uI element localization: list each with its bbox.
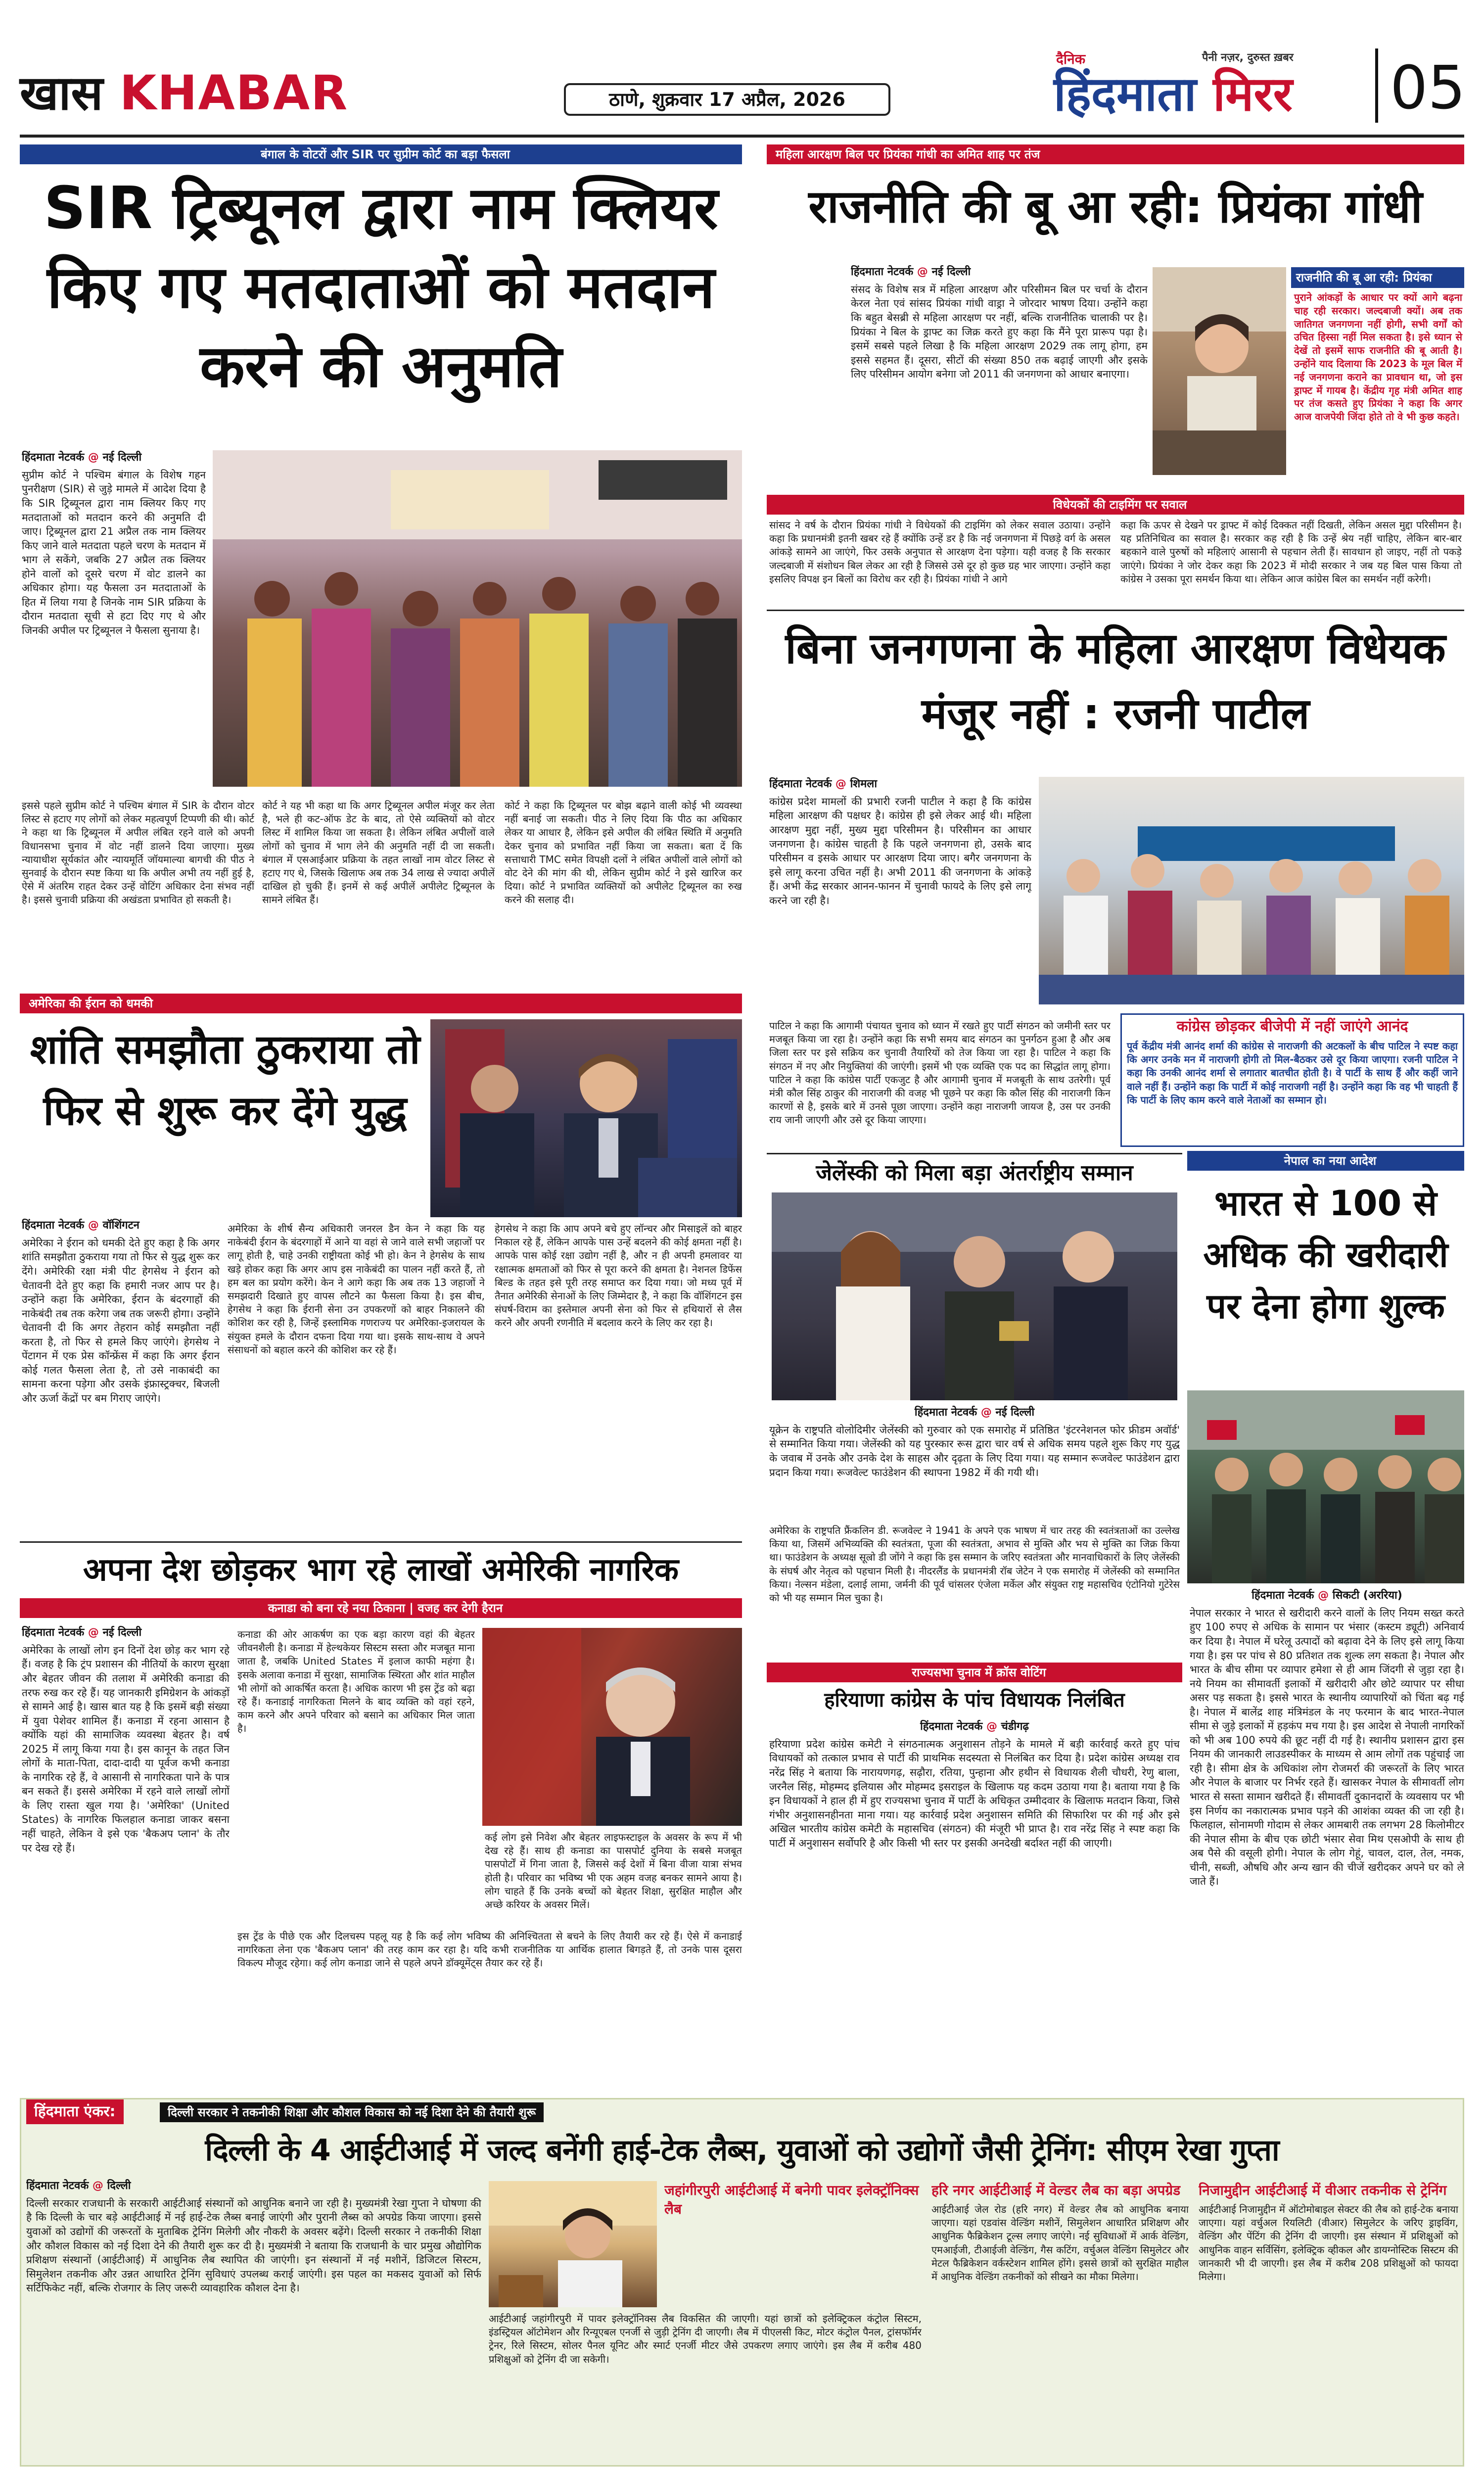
rajni-caption-title: कांग्रेस छोड़कर बीजेपी में नहीं जाएंगे आनंद: [1176, 1018, 1408, 1035]
rajni-photo: [1039, 777, 1464, 1004]
zelensky-photo-illustration: [772, 1192, 1177, 1400]
priyanka-caption-box: [1291, 267, 1464, 480]
rajni-caption-box: [1120, 1013, 1464, 1147]
priyanka-body: संसद के विशेष सत्र में महिला आरक्षण और परिसीमन बिल पर चर्चा के दौरान केरल नेता एवं सांसद प्रियंका गांधी वाड्रा ने जोरदार भाषण दिया। उन्होंने कहा कि बहुत बेसब्री से महिला आरक्षण पर नहीं, बल्कि राजनीतिक चालाकी पर है। प्रियंका ने बिल के ड्राफ्ट का जिक्र करते हुए कहा कि मैंने पूरा प्रारूप पढ़ा है। इसमें सबसे पहले लिखा है कि महिला आरक्षण 2029 तक लागू होगा, हम इससे सहमत हैं। दूसरा, सीटों की संख्या 850 तक बढ़ाई जाएगी और इसके लिए परिसीमन आयोग बनेगा जो 2011 की जनगणना को आधार बनाएगा।: [851, 283, 1148, 381]
iran-strip: अमेरिका की ईरान को धमकी: [20, 994, 742, 1013]
usa-strip: कनाडा को बना रहे नया ठिकाना | वजह कर देगी हैरान: [20, 1598, 742, 1618]
nepal-body-col: [1190, 1588, 1464, 2088]
zelensky-body: यूक्रेन के राष्ट्रपति वोलोदिमीर जेलेंस्की को गुरुवार को एक समारोह में प्रतिष्ठित 'इंटरनेशनल फोर फ्रीडम अवॉर्ड' से सम्मानित किया गया। जेलेंस्की को यह पुरस्कार रूस द्वारा चार वर्ष से अधिक समय पहले शुरू किए गए युद्ध के जवाब में उनके और उनके देश के साहस और दृढ़ता के लिए दिया गया। यह सम्मान रूजवेल्ट फाउंडेशन द्वारा प्रदान किया गया। रूजवेल्ट फाउंडेशन की स्थापना 1982 में की गयी थी।: [769, 1424, 1180, 1478]
masthead-divider: [1375, 48, 1378, 123]
usa-col4: इस ट्रेंड के पीछे एक और दिलचस्प पहलू यह है कि कई लोग भविष्य की अनिश्चितता से बचने के लिए तैयारी कर रहे हैं। ऐसे में कनाडाई नागरिकता लेना एक 'बैकअप प्लान' की तरह काम कर रहा है। यदि कभी राजनीतिक या आर्थिक हालात बिगड़ते हैं, तो उनके पास दूसरा विकल्प मौजूद रहेगा। कई लोग कनाडा जाने से पहले अपने डॉक्यूमेंट्स तैयार कर रहे हैं।: [237, 1930, 742, 1969]
nepal-headline: भारत से 100 से अधिक की खरीदारी पर देना होगा शुल्क: [1203, 1183, 1448, 1327]
usa-col1: [22, 1625, 230, 2088]
haryana-body-col: [769, 1719, 1180, 2088]
brand-tagline: पैनी नज़र, दुरुस्त ख़बर: [1202, 51, 1294, 64]
iran-byline: हिंदमाता नेटवर्क @ वॉशिंगटन: [22, 1219, 139, 1232]
zelensky-headline: जेलेंस्की को मिला बड़ा अंतर्राष्ट्रीय सम्मान: [816, 1160, 1133, 1186]
sir-byline: हिंदमाता नेटवर्क @ नई दिल्ली: [22, 451, 142, 464]
usa-headline: अपना देश छोड़कर भाग रहे लाखों अमेरिकी नागरिक: [83, 1552, 679, 1588]
sir-photo-illustration: [213, 450, 742, 787]
sir-col2: कोर्ट ने यह भी कहा था कि अगर ट्रिब्यूनल अपील मंजूर कर लेता है, भले ही कट-ऑफ डेट के बाद, तो ऐसे व्यक्तियों को वोटर लिस्ट में शामिल किया जा सकता है। लेकिन लंबित अपीलों वाले लोगों को चुनाव में भाग लेने की अनुमति नहीं दी जा सकती। बंगाल में एसआईआर प्रक्रिया के तहत लाखों नाम वोटर लिस्ट से हटाए गए थे, जिसके खिलाफ अब तक 34 लाख से ज्यादा अपीलें दाखिल हो चुकी हैं। इनमें से कई अपीलें अपीलेट ट्रिब्यूनल के सामने लंबित हैं।: [262, 800, 495, 906]
priyanka-caption-title: राजनीति की बू आ रही: प्रियंका: [1291, 267, 1464, 288]
brand-small: दैनिक: [1056, 51, 1086, 67]
zelensky-body-col: [769, 1405, 1180, 1522]
haryana-strip: राज्यसभा चुनाव में क्रॉस वोटिंग: [767, 1663, 1182, 1682]
rajni-rule: [767, 610, 1464, 611]
anchor-body-col: [26, 2179, 481, 2463]
sir-headline: SIR ट्रिब्यूनल द्वारा नाम क्लियर किए गए मतदाताओं को मतदान करने की अनुमति: [44, 174, 718, 400]
iran-headline: शांति समझौता ठुकराया तो फिर से शुरू कर देंगे युद्ध: [30, 1026, 420, 1135]
rajni-body-col: [769, 777, 1031, 1009]
priyanka-strip: महिला आरक्षण बिल पर प्रियंका गांधी का अमित शाह पर तंज: [767, 144, 1464, 164]
haryana-byline: हिंदमाता नेटवर्क @ चंडीगढ़: [920, 1720, 1029, 1733]
priyanka-photo: [1153, 267, 1286, 475]
iran-col1: [22, 1218, 220, 1535]
anchor-box-3-body: आईटीआई निजामुद्दीन में ऑटोमोबाइल सेक्टर की लैब को हाई-टेक बनाया जाएगा। यहां वर्चुअल रियलिटी (वीआर) सिमुलेटर के जरिए ड्राइविंग, वेल्डिंग और पेंटिंग की ट्रेनिंग दी जाएगी। इस संस्थान में प्रशिक्षुओं को आधुनिक वाहन सर्विसिंग, इलेक्ट्रिक व्हीकल और डायग्नोस्टिक सिस्टम की जानकारी भी दी जाएगी। इस लैब में करीब 208 प्रशिक्षुओं को फायदा मिलेगा।: [1199, 2203, 1458, 2283]
priyanka-headline: राजनीति की बू आ रही: प्रियंका गांधी: [808, 180, 1423, 233]
priyanka-body-col: [851, 265, 1148, 482]
anchor-box-2-body: आईटीआई जेल रोड (हरि नगर) में वेल्डर लैब को आधुनिक बनाया जाएगा। यहां एडवांस वेल्डिंग मशीनें, सिमुलेशन आधारित प्रशिक्षण और आधुनिक फैब्रिकेशन टूल्स लगाए जाएंगे। नई सुविधाओं में आर्क वेल्डिंग, एमआईजी, टीआईजी वेल्डिंग, गैस कटिंग, वर्चुअल वेल्डिंग सिमुलेटर और मेटल फैब्रिकेशन वर्कस्टेशन शामिल होंगे। इससे छात्रों को सुरक्षित माहौल में आधुनिक वेल्डिंग तकनीकों को सीखने का मौका मिलेगा।: [931, 2203, 1189, 2283]
anchor-box-3-title: निजामुद्दीन आईटीआई में वीआर तकनीक से ट्रेनिंग: [1199, 2182, 1447, 2198]
anchor-box-1-body: आईटीआई जहांगीरपुरी में पावर इलेक्ट्रॉनिक्स लैब विकसित की जाएगी। यहां छात्रों को इलेक्ट्रिकल कंट्रोल सिस्टम, इंडस्ट्रियल ऑटोमेशन और रिन्यूएबल एनर्जी से जुड़ी ट्रेनिंग दी जाएगी। लैब में पीएलसी किट, मोटर कंट्रोल पैनल, ट्रांसफॉर्मर ट्रेनर, रिले सिस्टम, सोलर पैनल यूनिट और स्मार्ट एनर्जी मीटर जैसे उपकरण लगाए जाएंगे। इस लैब में करीब 480 प्रशिक्षुओं को ट्रेनिंग दी जा सकेगी।: [489, 2313, 922, 2365]
priyanka-byline: हिंदमाता नेटवर्क @ नई दिल्ली: [851, 266, 971, 278]
sir-col1b: इससे पहले सुप्रीम कोर्ट ने पश्चिम बंगाल में SIR के दौरान वोटर लिस्ट से हटाए गए लोगों को लेकर महत्वपूर्ण टिप्पणी की थी। कोर्ट ने कहा था कि ट्रिब्यूनल में अपील लंबित रहने वाले को अपनी विधानसभा चुनाव में वोट नहीं डालने दिया जाएगा। मुख्य न्यायाधीश सूर्यकांत और न्यायमूर्ति जॉयमाल्या बागची की पीठ ने सुनवाई के दौरान स्पष्ट किया था कि अपील अभी तय नहीं हुई है, ऐसे में अंतरिम राहत देकर उन्हें वोटिंग अधिकार देना संभव नहीं है। इससे चुनावी प्रक्रिया की अखंडता प्रभावित हो सकती है।: [22, 800, 254, 906]
anchor-photo-illustration: [489, 2181, 657, 2307]
haryana-body: हरियाणा प्रदेश कांग्रेस कमेटी ने संगठनात्मक अनुशासन तोड़ने के मामले में बड़ी कार्रवाई करते हुए पांच विधायकों को तत्काल प्रभाव से पार्टी की प्राथमिक सदस्यता से निलंबित कर दिया है। प्रदेश कांग्रेस अध्यक्ष राव नरेंद्र सिंह ने बताया कि नारायणगढ़, सढ़ौरा, रतिया, पुन्हाना और हथीन से विधायक शैली चौधरी, रेणु बाला, जरनैल सिंह, मोहम्मद इलियास और मोहम्मद इसराइल के खिलाफ यह कदम उठाया गया है। बताया गया है कि इन विधायकों ने हाल ही में हुए राज्यसभा चुनाव में पार्टी के अधिकृत उम्मीदवार के खिलाफ मतदान किया, जिसे गंभीर अनुशासनहीनता माना गया। यह कार्रवाई प्रदेश अनुशासन समिति की सिफारिश पर की गई और इसे अखिल भारतीय कांग्रेस कमेटी के महासचिव (संगठन) की मंजूरी भी प्राप्त है। राव नरेंद्र सिंह ने स्पष्ट कहा कि पार्टी में अनुशासन सर्वोपरि है और किसी भी स्तर पर इसकी अनदेखी बर्दाश्त नहीं की जाएगी।: [769, 1738, 1180, 1849]
zelensky-rule: [767, 1153, 1182, 1154]
iran-body-1: अमेरिका ने ईरान को धमकी देते हुए कहा है कि अगर शांति समझौता ठुकराया गया तो फिर से युद्ध शुरू कर देंगे। अमेरिकी रक्षा मंत्री पीट हेगसेथ ने ईरान को चेतावनी देते हुए कहा कि हमारी नजर आप पर है। उन्होंने कहा कि अमेरिका, ईरान के बंदरगाहों की नाकेबंदी तब तक करेगा जब तक जरूरी होगा। उन्होंने चेतावनी दी कि अगर तेहरान कोई समझौता नहीं करता है, तो फिर से हमले किए जाएंगे। हेगसेथ ने पेंटागन में एक प्रेस कॉन्फ्रेंस में कहा कि अगर ईरान कोई गलत फैसला लेता है, तो उसे नाकाबंदी का सामना करना पड़ेगा और उसके इंफ्रास्ट्रक्चर, बिजली और ऊर्जा केंद्रों पर बम गिराए जाएंगे।: [22, 1237, 220, 1404]
sir-col3: कोर्ट ने कहा कि ट्रिब्यूनल पर बोझ बढ़ाने वाली कोई भी व्यवस्था नहीं बनाई जा सकती। पीठ ने लिए दिया कि पीठ का अधिकार लेकर या आधार है, लेकिन इसे अपील की लंबित स्थिति में अनुमति देकर चुनाव को प्रभावित नहीं किया जा सकता। बता दें कि सत्ताधारी TMC समेत विपक्षी दलों ने लंबित अपीलों वाले लोगों को वोट देने की मांग की थी, लेकिन सुप्रीम कोर्ट ने इसे खारिज कर दिया। कोर्ट ने प्रभावित व्यक्तियों को अपीलेट ट्रिब्यूनल का रुख करने की सलाह दी।: [505, 800, 742, 906]
timing-col2: कहा कि ऊपर से देखने पर ड्राफ्ट में कोई दिक्कत नहीं दिखती, लेकिन असल मुद्दा परिसीमन है। यह प्रतिनिधित्व का सवाल है। सरकार कह रही है कि उन्हें श्रेय नहीं चाहिए, लेकिन बार-बार बहकाने वाले पुरुषों को महिलाएं आसानी से पहचान लेती हैं। सावधान हो जाइए, नहीं तो पकड़े जाएंगे। प्रियंका ने जोर देकर कहा कि 2023 में मोदी सरकार ने जब यह बिल पास किया तो कांग्रेस ने उसका पूरा समर्थन किया था। लेकिन आज कांग्रेस बिल का समर्थन नहीं करेगी।: [1120, 519, 1462, 585]
brand-accent: मिरर: [1213, 66, 1293, 122]
anchor-headline: दिल्ली के 4 आईटीआई में जल्द बनेंगी हाई-टेक लैब्स, युवाओं को उद्योगों जैसी ट्रेनिंग: सीएम रेखा गुप्ता: [205, 2133, 1279, 2168]
anchor-box-1-title: जहांगीरपुरी आईटीआई में बनेगी पावर इलेक्ट्रॉनिक्स लैब: [664, 2182, 919, 2217]
usa-body-1: अमेरिका के लाखों लोग इन दिनों देश छोड़ कर भाग रहे हैं। वजह है कि ट्रंप प्रशासन की नीतियों के कारण सुरक्षा और बेहतर जीवन की तलाश में अमेरिकी कनाडा की तरफ रुख कर रहे हैं। यह जानकारी इमिग्रेशन के आंकड़ों से सामने आई है। खास बात यह है कि इसमें बड़ी संख्या में युवा पेशेवर शामिल हैं। कनाडा में रहना आसान है क्योंकि यहां की सामाजिक व्यवस्था बेहतर है। वर्ष 2025 में लागू किया गया है। इस कानून के तहत जिन लोगों के माता-पिता, दादा-दादी या पूर्वज कभी कनाडा के नागरिक रहे हैं, वे आसानी से नागरिकता पाने के पात्र बन सकते हैं। इससे अमेरिका में रहने वाले लाखों लोगों के लिए रास्ता खुल गया है। 'अमेरिका' (United States) के नागरिक फिलहाल कनाडा जाकर बसना नहीं चाहते, लेकिन वे इसे एक 'बैकअप प्लान' के तौर पर देख रहे हैं।: [22, 1644, 230, 1854]
usa-photo: [482, 1628, 742, 1826]
timing-strip: विधेयकों की टाइमिंग पर सवाल: [767, 495, 1464, 515]
haryana-headline: हरियाणा कांग्रेस के पांच विधायक निलंबित: [824, 1689, 1125, 1712]
anchor-box-2: [931, 2181, 1189, 2463]
anchor-section: [20, 2098, 1464, 2467]
zelensky-photo: [772, 1192, 1177, 1400]
nepal-strip: नेपाल का नया आदेश: [1187, 1151, 1464, 1171]
iran-col3: हेगसेथ ने कहा कि आप अपने बचे हुए लॉन्चर और मिसाइलें को बाहर निकाल रहे हैं, लेकिन आपके पास उन्हें बदलने की कोई क्षमता नहीं है। आपके पास कोई रक्षा उद्योग नहीं है, और न ही अपनी हमलावर या रक्षात्मक क्षमताओं को फिर से पूरा करने की क्षमता है। नेशनल डिफेंस बिल्ड के तहत इसे पूरी तरह समाप्त कर दिया गया। जो मध्य पूर्व में तैनात अमेरिकी सेनाओं के लिए जिम्मेदार है, ने कहा कि वॉशिंगटन इस संघर्ष-विराम का इस्तेमाल अपनी सेना को फिर से हथियारों से लैस करने और अपनी रणनीति में बदलाव करने के लिए कर रहा है।: [495, 1223, 742, 1329]
rajni-body-2: पाटिल ने कहा कि आगामी पंचायत चुनाव को ध्यान में रखते हुए पार्टी संगठन को जमीनी स्तर पर मजबूत किया जा रहा है। उन्होंने कहा कि सभी समय बाद संगठन का पुनर्गठन हुआ है और अब जिला स्तर पर इसे सक्रिय कर चुनावी तैयारियों को तेज किया जा रहा है। पाटिल ने कहा कि संगठन में नए और नियुक्तियां की जाएंगी। इसमें भी एक व्यक्ति एक पद का सिद्धांत लागू होगा। पाटिल ने कहा कि कांग्रेस पार्टी एकजुट है और आगामी चुनाव में मजबूती के साथ उतरेगी। पूर्व मंत्री कौल सिंह ठाकुर की नाराजगी की वजह भी पूछने पर कहा कि कौल सिंह की नाराजगी किन कारणों से है, इसके बारे में उनसे पूछा जाएगा। उन्होंने कहा नाराजगी जायज है, उस पर उनकी राय जानी जाएगी और उसे दूर किया जाएगा।: [769, 1020, 1111, 1126]
anchor-label: हिंदमाता एंकर:: [26, 2099, 124, 2124]
anchor-body: दिल्ली सरकार राजधानी के सरकारी आईटीआई संस्थानों को आधुनिक बनाने जा रही है। मुख्यमंत्री रेखा गुप्ता ने घोषणा की है कि दिल्ली के चार बड़े आईटीआई में नई हाई-टेक लैब्स बनाई जाएंगी और पुरानी लैब्स को अपग्रेड किया जाएगा। इससे युवाओं को उद्योगों की जरूरतों के मुताबिक ट्रेनिंग मिलेगी और नौकरी के अवसर बढ़ेंगे। दिल्ली सरकार ने तकनीकी शिक्षा और कौशल विकास को नई दिशा देने की तैयारी शुरू कर दी है। मुख्यमंत्री ने बताया कि राजधानी के चार प्रमुख औद्योगिक प्रशिक्षण संस्थानों (आईटीआई) में आधुनिक लैब स्थापित की जाएंगी। इन संस्थानों में नई मशीनें, डिजिटल सिस्टम, सिमुलेशन तकनीक और उन्नत आधारित ट्रेनिंग सुविधाएं उपलब्ध कराई जाएंगी। इस पहल का मकसद युवाओं को सिर्फ सर्टिफिकेट नहीं, बल्कि रोजगार के लिए जरूरी व्यावहारिक कौशल देना है।: [26, 2197, 481, 2294]
issue-date: ठाणे, शुक्रवार 17 अप्रैल, 2026: [609, 89, 845, 110]
iran-photo: [430, 1019, 742, 1217]
brand-name: हिंदमाता: [1054, 66, 1197, 122]
zelensky-byline: हिंदमाता नेटवर्क @ नई दिल्ली: [914, 1406, 1035, 1419]
rajni-caption: पूर्व केंद्रीय मंत्री आनंद शर्मा की कांग्रेस से नाराजगी की अटकलों के बीच पाटिल ने स्पष्ट कहा कि अगर उनके मन में नाराजगी होगी तो मिल-बैठकर उसे दूर किया जाएगा। रजनी पाटिल ने कहा कि उनकी आनंद शर्मा से लगातार बातचीत होती है। वे पार्टी के साथ हैं और कहीं जाने वाले नहीं हैं। उन्होंने कहा कि पार्टी में कोई नाराजगी नहीं है। उन्होंने कहा कि वह भी चाहती हैं कि पार्टी के लिए काम करने वाले नेताओं का सम्मान हो।: [1127, 1040, 1458, 1106]
timing-col1: सांसद ने वर्ष के दौरान प्रियंका गांधी ने विधेयकों की टाइमिंग को लेकर सवाल उठाया। उन्होंने कहा कि प्रधानमंत्री इतनी खबर रहे हैं क्योंकि उन्हें डर है कि नई जनगणना में पिछड़े वर्ग के असल आंकड़े सामने आ जाएंगे, फिर उसके अनुपात से आरक्षण देना पड़ेगा। यही वजह है कि सरकार जल्दबाजी में संशोधन बिल लेकर आ रही है जिससे उसे दूर हो कुछ ग्रह भार जाएगा। उन्होंने कहा इसलिए विपक्ष इन बिलों का विरोध कर रही है। प्रियंका गांधी ने आगे: [769, 519, 1111, 585]
masthead-rule: [20, 135, 1464, 138]
usa-rule: [20, 1541, 742, 1543]
anchor-photo: [489, 2181, 657, 2307]
sir-strip: बंगाल के वोटरों और SIR पर सुप्रीम कोर्ट का बड़ा फैसला: [20, 144, 742, 164]
nepal-photo-illustration: [1187, 1390, 1464, 1583]
anchor-strip-text: दिल्ली सरकार ने तकनीकी शिक्षा और कौशल विकास को नई दिशा देने की तैयारी शुरू: [160, 2102, 544, 2122]
usa-photo-illustration: [482, 1628, 742, 1826]
sir-col1: [22, 450, 206, 797]
issue-date-box: [564, 83, 890, 116]
usa-col2: कनाडा की ओर आकर्षण का एक बड़ा कारण वहां की बेहतर जीवनशैली है। कनाडा में हेल्थकेयर सिस्टम सस्ता और मजबूत माना जाता है, जबकि United States में इलाज काफी महंगा है। इसके अलावा कनाडा में सुरक्षा, सामाजिक स्थिरता और शांत माहौल भी लोगों को आकर्षित करता है। अधिक कारण भी इस ट्रेंड को बढ़ा रहे हैं। कनाडाई नागरिकता मिलने के बाद व्यक्ति को वहां रहने, काम करने और अपने परिवार को बसाने का अधिकार मिल जाता है।: [237, 1628, 475, 1735]
rajni-body: कांग्रेस प्रदेश मामलों की प्रभारी रजनी पाटील ने कहा है कि कांग्रेस महिला आरक्षण की पक्षधर है। कांग्रेस ही इसे लेकर आई थी। महिला आरक्षण मुद्दा नहीं, मुख्य मुद्दा परिसीमन है। परिसीमन का आधार जनगणना है। कांग्रेस चाहती है कि पहले जनगणना हो, उसके बाद परिसीमन व इसके आधार पर आरक्षण दिया जाए। बगैर जनगणना के इसे लागू करना उचित नहीं है। अभी 2011 की जनगणना के आंकड़े हैं। अभी केंद्र सरकार आनन-फानन में चुनावी फायदे के लिए इसे लागू करने जा रही है।: [769, 795, 1031, 906]
section-label-latin: KHABAR: [119, 65, 349, 121]
anchor-box-1: [664, 2181, 922, 2310]
zelensky-body-2: अमेरिका के राष्ट्रपति फ्रैंकलिन डी. रूजवेल्ट ने 1941 के अपने एक भाषण में चार तरह की स्वतंत्रताओं का उल्लेख किया था, जिसमें अभिव्यक्ति की स्वतंत्रता, पूजा की स्वतंत्रता, अभाव से मुक्ति और भय से मुक्ति का जिक्र किया था। फाउंडेशन के अध्यक्ष सूल्रो डी जोंगे ने कहा कि इस सम्मान के जरिए स्वतंत्रता और मानवाधिकारों के लिए जेलेंस्की के संघर्ष और नेतृत्व को पहचान मिली है। नीदरलैंड के प्रधानमंत्री रॉब जेटेन ने एक समारोह में जेलेंस्की को सम्मानित किया। नेल्सन मंडेला, दलाई लामा, जर्मनी की पूर्व चांसलर एंजेला मर्केल और संयुक्त राष्ट्र महासचिव एंटोनियो गुटेरेस को भी यह सम्मान मिल चुका है।: [769, 1524, 1180, 1604]
masthead: [20, 14, 1464, 134]
priyanka-caption: पुराने आंकड़ों के आधार पर क्यों आगे बढ़ना चाह रही सरकार। जल्दबाजी क्यों। अब तक जातिगत जनगणना नहीं होगी, सभी वर्गों को उचित हिस्सा नहीं मिल सकता है। इसे ध्यान से देखें तो इसमें साफ राजनीति की बू आती है। उन्होंने याद दिलाया कि 2023 के मूल बिल में नई जनगणना कराने का प्रावधान था, जो इस ड्राफ्ट में गायब है। केंद्रीय गृह मंत्री अमित शाह पर तंज कसते हुए प्रियंका ने कहा कि अगर आज वाजपेयी जिंदा होते तो वे भी कुछ कहते।: [1294, 291, 1462, 423]
iran-col2: अमेरिका के शीर्ष सैन्य अधिकारी जनरल डैन केन ने कहा कि यह नाकेबंदी ईरान के बंदरगाहों में आने या वहां से जाने वाले सभी जहाजों पर लागू होती है, चाहे उनकी राष्ट्रीयता कोई भी हो। केन ने हेगसेथ के साथ खड़े होकर कहा कि अगर आप इस नाकेबंदी का पालन नहीं करते हैं, तो हम बल का प्रयोग करेंगे। केन ने आगे कहा कि अब तक 13 जहाजों ने समझदारी दिखाते हुए वापस लौटने का फैसला किया है। इस बीच, हेगसेथ ने कहा कि ईरानी सेना उन उपकरणों को बाहर निकालने की कोशिश कर रही है, जिन्हें इस्लामिक गणराज्य पर अमेरिका-इजरायल के संयुक्त हमले के दौरान दफना दिया गया था। इसके साथ-साथ वे अपने संसाधनों को बहाल करने की कोशिश कर रहे हैं।: [228, 1223, 485, 1356]
nepal-byline: हिंदमाता नेटवर्क @ सिकटी (अररिया): [1252, 1589, 1402, 1602]
page-number: 05: [1390, 54, 1466, 123]
anchor-strip: [21, 2099, 1463, 2124]
anchor-box-3: [1199, 2181, 1458, 2463]
rajni-headline: बिना जनगणना के महिला आरक्षण विधेयक मंजूर नहीं : रजनी पाटील: [785, 624, 1446, 739]
anchor-box-2-title: हरि नगर आईटीआई में वेल्डर लैब का बड़ा अपग्रेड: [931, 2182, 1181, 2198]
nepal-body: नेपाल सरकार ने भारत से खरीदारी करने वालों के लिए नियम सख्त करते हुए 100 रुपए से अधिक के सामान पर भंसार (कस्टम ड्यूटी) अनिवार्य कर दिया है। नेपाल में घरेलू उत्पादों को बढ़ावा देने के लिए इसे लागू किया गया है। इस पर पांच से 80 प्रतिशत तक शुल्क लग सकता है। नेपाल और भारत के बीच सीमा पर व्यापार हमेशा से ही आम जिंदगी से जुड़ा रहा है। नये नियम का सीमावर्ती इलाकों में खरीदारी और छोटे व्यापार पर सीधा असर पड़ सकता है। इससे भारत के स्थानीय व्यापारियों को चिंता बढ़ गई है। नेपाल में बालेंद्र शाह मंत्रिमंडल के नए फरमान के बाद भारत-नेपाल सीमा से जुड़े इलाकों में हड़कंप मच गया है। इस आदेश से नेपाली नागरिकों को भी अब 100 रुपये की छूट नहीं दी गई है। स्थानीय प्रशासन द्वारा इस नियम की जानकारी लाउडस्पीकर के माध्यम से आम लोगों तक पहुंचाई जा रही है। सीमा क्षेत्र के अधिकांश लोग रोजमर्रा की जरूरतों के लिए भारत और नेपाल के बाजार पर निर्भर रहते हैं। खासकर नेपाल के सीमावर्ती लोग भारत से सस्ता सामान खरीदते हैं। सीमावर्ती दुकानदारों के व्यवसाय पर भी इस निर्णय का नकारात्मक प्रभाव पड़ने की आशंका व्यक्त की जा रही है। फिलहाल, सोनामणी गोदाम से लेकर आमबारी तक लगभग 28 किलोमीटर की नेपाल सीमा के बीच एक छोटी भंसार सेवा मिथ एसओपी के साथ ही अब पैसे की वसूली होगी। नेपाल के लोग गेहूं, चावल, दाल, तेल, नमक, चीनी, सब्जी, औषधि और अन्य खान की चीजें खरीदकर अपने घर को ले जाते हैं।: [1190, 1607, 1464, 1888]
usa-col3: कई लोग इसे निवेश और बेहतर लाइफस्टाइल के अवसर के रूप में भी देख रहे हैं। साथ ही कनाडा का पासपोर्ट दुनिया के सबसे मजबूत पासपोर्टों में गिना जाता है, जिससे कई देशों में बिना वीजा यात्रा संभव होती है। परिवार का भविष्य भी एक अहम वजह बनकर सामने आया है। लोग चाहते हैं कि उनके बच्चों को बेहतर शिक्षा, सुरक्षित माहौल और अच्छे करियर के अवसर मिलें।: [485, 1831, 742, 1910]
sir-body-1: सुप्रीम कोर्ट ने पश्चिम बंगाल के विशेष गहन पुनरीक्षण (SIR) से जुड़े मामले में आदेश दिया है कि SIR ट्रिब्यूनल द्वारा नाम क्लियर किए गए मतदाताओं को मतदान करने की अनुमति दी जाए। ट्रिब्यूनल द्वारा 21 अप्रैल तक नाम क्लियर किए जाने वाले मतदाता पहले चरण के मतदान में भाग ले सकेंगे, जबकि 27 अप्रैल तक क्लियर होने वालों को दूसरे चरण में वोट डालने का अधिकार होगा। यह फैसला उन मतदाताओं के हित में लिया गया है जिनके नाम SIR प्रक्रिया के दौरान मतदाता सूची से हटा दिए गए थे और जिनकी अपील पर ट्रिब्यूनल ने फैसला सुनाया है।: [22, 469, 206, 636]
brand-logo: [1054, 66, 1293, 122]
section-label-hindi: खास: [20, 65, 103, 121]
sir-photo-voters: [213, 450, 742, 787]
rajni-byline: हिंदमाता नेटवर्क @ शिमला: [769, 778, 878, 790]
iran-photo-illustration: [430, 1019, 742, 1217]
usa-byline: हिंदमाता नेटवर्क @ नई दिल्ली: [22, 1626, 142, 1639]
priyanka-photo-illustration: [1153, 267, 1286, 475]
anchor-byline: हिंदमाता नेटवर्क @ दिल्ली: [26, 2180, 131, 2192]
rajni-photo-illustration: [1039, 777, 1464, 1004]
section-label: [20, 65, 349, 121]
nepal-photo: [1187, 1390, 1464, 1583]
